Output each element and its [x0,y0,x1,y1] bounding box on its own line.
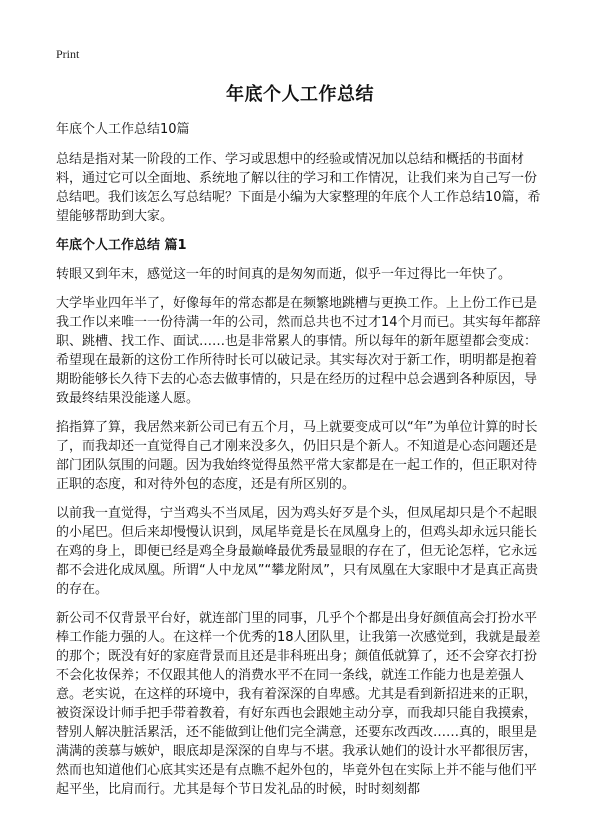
article-subtitle: 年底个人工作总结10篇 [56,122,190,137]
paragraph: 以前我一直觉得，宁当鸡头不当凤尾，因为鸡头好歹是个头，但凤尾却只是个不起眼的小尾巴。但后来却慢慢认识到，凤尾毕竟是长在凤凰身上的，但鸡头却永远只能长在鸡的身上，即便已经是鸡全身最巅峰最优秀最显眼的存在了，但无论怎样，它永远都不会进化成凤凰。所谓“人中龙凤”“攀龙附凤”，只有凤凰在大家眼中才是真正高贵的存在。 [56,506,538,597]
paragraph: 掐指算了算，我居然来新公司已有五个月，马上就要变成可以“年”为单位计算的时长了，而我却还一直觉得自己才刚来没多久，仍旧只是个新人。不知道是心态问题还是部门团队氛围的问题。因为我始终觉得虽然平常大家都是在一起工作的，但正职对待正职的态度，和对待外包的态度，还是有所区别的。 [56,420,538,492]
print-link[interactable]: Print [56,47,80,61]
paragraph: 大学毕业四年半了，好像每年的常态都是在频繁地跳槽与更换工作。上上份工作已是我工作以来唯一一份待满一年的公司，然而总共也不过才14个月而已。其实每年都辞职、跳槽、找工作、面试……也是非常累人的事情。所以每年的新年愿望都会变成：希望现在最新的这份工作所待时长可以破记录。其实每次对于新工作，明明都是抱着期盼能够长久待下去的心态去做事情的，只是在经历的过程中总会遇到各种原因，导致最终结果没能遂人愿。 [56,296,541,406]
section-heading: 年底个人工作总结 篇1 [56,238,187,253]
intro-paragraph: 总结是指对某一阶段的工作、学习或思想中的经验或情况加以总结和概括的书面材料，通过它可以全面地、系统地了解以往的学习和工作情况，让我们来为自己写一份总结吧。我们该怎么写总结呢？下面是小编为大家整理的年底个人工作总结10篇，希望能够帮助到大家。 [56,152,541,224]
paragraph: 新公司不仅背景平台好，就连部门里的同事，几乎个个都是出身好颜值高会打扮水平棒工作能力强的人。在这样一个优秀的18人团队里，让我第一次感觉到，我就是最差的那个；既没有好的家庭背景而且还是非科班出身；颜值低就算了，还不会穿衣打扮不会化妆保养；不仅跟其他人的消费水平不在同一条线，就连工作能力也是差强人意。老实说，在这样的环境中，我有着深深的自卑感。尤其是看到新招进来的正职，被资深设计师手把手带着教着，有好东西也会跟她主动分享，而我却只能自我摸索，替别人解决脏活累活，还不能做到让他们完全满意，还要东改西改……真的，眼里是满满的羡慕与嫉妒，眼底却是深深的自卑与不堪。我承认她们的设计水平都很厉害，然而也知道他们心底其实还是有点瞧不起外包的，毕竟外包在实际上并不能与他们平起平坐，比肩而行。尤其是每个节日发礼品的时候，时时刻刻都 [56,611,541,797]
page-title: 年底个人工作总结 [226,84,374,105]
paragraph: 转眼又到年末，感觉这一年的时间真的是匆匆而逝，似乎一年过得比一年快了。 [56,267,512,282]
article-body [56,120,548,809]
